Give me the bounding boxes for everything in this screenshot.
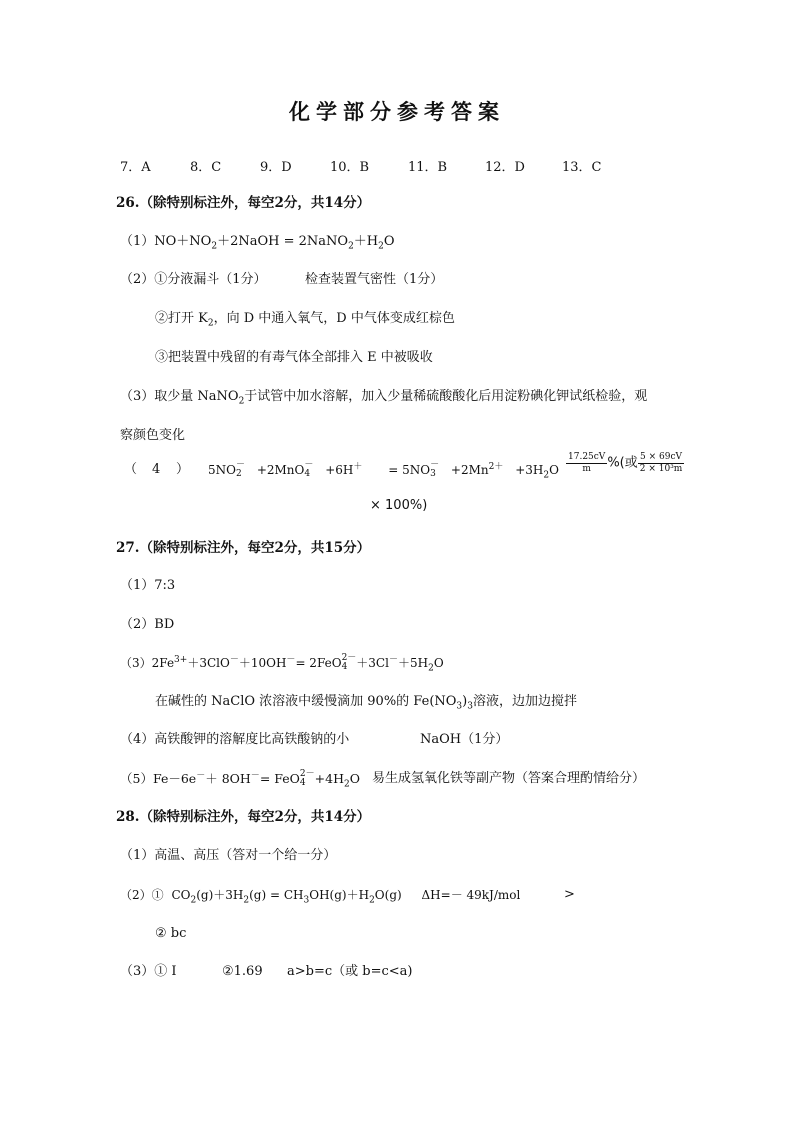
superscript: － (286, 655, 296, 665)
mcq-answer: 7．A (120, 160, 151, 175)
q26-part4-rp: ） (176, 462, 190, 477)
text-run: ＋5H (397, 656, 429, 670)
q28-part2-line2: ② bc (155, 926, 187, 941)
q27-part4-b: NaOH（1分） (420, 732, 509, 747)
q27-part5-note: 易生成氢氧化铁等副产物（答案合理酌情给分） (372, 771, 646, 786)
text-run: 5NO (208, 463, 236, 477)
text-run: ＋ 8OH (205, 771, 251, 786)
subscript: 2 (348, 241, 354, 252)
superscript: － (235, 460, 245, 470)
text-run: = FeO (259, 771, 300, 786)
q26-part4-tail: × 100%) (370, 498, 428, 513)
superscript: － (196, 770, 206, 781)
text-run: 溶液，边加边搅拌 (472, 694, 577, 709)
text-run: +2MnO (256, 463, 305, 477)
q27-part3-line2 (155, 693, 577, 711)
fraction-denominator: m (582, 464, 591, 474)
q26-part2-b: 检查装置气密性（1分） (305, 272, 444, 287)
subscript: 2 (235, 469, 242, 479)
superscript: － (430, 460, 440, 470)
q26-part2-d: ③把装置中残留的有毒气体全部排入 E 中被吸收 (155, 350, 433, 365)
q26-part4-equation (208, 461, 559, 479)
q26-header: 26.（除特别标注外，每空2分，共14分） (116, 195, 371, 211)
subscript: 4 (304, 469, 311, 479)
text-run: （2）① (120, 888, 164, 902)
subscript: 2 (378, 241, 384, 252)
text-run: ＋3Cl (356, 656, 389, 670)
q27-part5 (120, 770, 360, 788)
subscript: 4 (341, 662, 348, 672)
subscript: 2 (543, 470, 550, 481)
text-run: ＋10OH (238, 656, 287, 670)
q28-part1: （1）高温、高压（答对一个给一分） (120, 848, 337, 863)
text-run: ＋H (353, 234, 379, 249)
fraction-denominator: 2 × 10³m (639, 464, 683, 474)
ion-charge (304, 461, 313, 479)
subscript: 3 (467, 701, 473, 712)
text-run: （5）Fe－6e (120, 771, 197, 786)
q26-part2-c (155, 310, 455, 328)
mcq-answer: 9．D (260, 160, 292, 175)
superscript: 2－ (299, 769, 315, 779)
mcq-answer: 13．C (562, 160, 602, 175)
subscript: 3 (456, 701, 463, 712)
subscript: 2 (428, 663, 434, 674)
text-run: O (383, 234, 395, 249)
q28-header: 28.（除特别标注外，每空2分，共14分） (116, 809, 371, 825)
subscript: 3 (430, 469, 436, 479)
superscript: 2＋ (488, 462, 504, 472)
fraction (638, 452, 685, 475)
text-run: +3H (515, 463, 544, 477)
q28-part3-a: （3）① I (120, 964, 177, 979)
subscript: 3 (303, 895, 310, 906)
text-run: = 2FeO (295, 656, 342, 670)
mcq-answer: 12．D (485, 160, 525, 175)
mcq-answer: 8．C (190, 160, 222, 175)
subscript: 2 (207, 318, 214, 329)
text-run: ) (462, 694, 468, 709)
ion-charge (430, 461, 439, 479)
q26-part1 (120, 233, 395, 251)
text-run: CO (171, 888, 191, 902)
text-run: ，向 D 中通入氧气，D 中气体变成红棕色 (213, 311, 455, 326)
text-run: ΔH=－ 49kJ/mol (421, 888, 521, 902)
text-run: = 5NO (388, 463, 431, 477)
q28-part3-c: a>b=c（或 b=c<a) (287, 964, 413, 979)
superscript: ＋ (353, 462, 363, 472)
text-run: （1）NO＋NO (120, 234, 212, 249)
subscript: 2 (369, 895, 375, 906)
text-run: 于试管中加水溶解，加入少量稀硫酸酸化后用淀粉碘化钾试纸检验，观 (244, 389, 648, 404)
text-run: (g) = CH (249, 888, 304, 902)
superscript: － (250, 770, 260, 781)
fraction-numerator: 5 × 69cV (638, 452, 685, 464)
superscript: 3+ (174, 655, 188, 665)
q27-header: 27.（除特别标注外，每空2分，共15分） (116, 540, 371, 556)
q27-part3 (120, 654, 444, 672)
fraction-numerator: 17.25cV (568, 452, 606, 462)
text-run: +6H (325, 463, 354, 477)
text-run: ＋3ClO (187, 656, 230, 670)
text-run: （3）取少量 NaNO (120, 389, 239, 404)
subscript: 2 (190, 895, 197, 906)
page-title: 化学部分参考答案 (289, 99, 505, 124)
subscript: 2 (343, 779, 350, 790)
text-run: O (549, 463, 559, 477)
mcq-answer: 11．B (408, 160, 448, 175)
ion-charge (236, 461, 245, 479)
text-run: +2Mn (450, 463, 489, 477)
subscript: 2 (238, 396, 245, 407)
text-run: 在碱性的 NaClO 浓溶液中缓慢滴加 90%的 Fe(NO (155, 694, 457, 709)
subscript: 2 (243, 895, 250, 906)
text-run: +4H (314, 771, 344, 786)
mcq-answers (120, 156, 640, 174)
q27-part4-a: （4）高铁酸钾的溶解度比高铁酸钠的小 (120, 732, 350, 747)
text-run: O(g) (374, 888, 402, 902)
mcq-answer: 10．B (330, 160, 370, 175)
subscript: 4 (299, 778, 306, 788)
q28-part2-compare: > (564, 887, 575, 902)
q27-part2: （2）BD (120, 617, 175, 632)
superscript: － (388, 655, 398, 665)
text-run: O (433, 656, 444, 670)
text-run: （3）2Fe (120, 656, 175, 670)
q26-part2-a: （2）①分液漏斗（1分） (120, 272, 267, 287)
text-run: ②打开 K (155, 311, 208, 326)
superscript: 2－ (341, 653, 357, 663)
q28-part2 (120, 886, 520, 904)
superscript: － (229, 655, 239, 665)
ion-charge (342, 654, 357, 672)
fraction (566, 452, 607, 475)
q28-part3-b: ②1.69 (222, 964, 263, 979)
text-run: OH(g)＋H (309, 888, 370, 902)
q26-part3-a (120, 388, 647, 406)
q26-part4-num: 4 (152, 462, 161, 477)
q27-part1: （1）7:3 (120, 578, 176, 593)
text-run: ＋2NaOH = 2NaNO (217, 234, 349, 249)
text-run: %(或 (607, 455, 638, 471)
text-run: O (349, 771, 360, 786)
q26-part3-b: 察颜色变化 (120, 428, 186, 443)
ion-charge (300, 770, 315, 788)
q26-part4-fraction-expr (566, 452, 684, 475)
subscript: 2 (211, 241, 218, 252)
q26-part4-lp: （ (124, 462, 138, 477)
text-run: (g)＋3H (196, 888, 244, 902)
superscript: － (304, 460, 314, 470)
